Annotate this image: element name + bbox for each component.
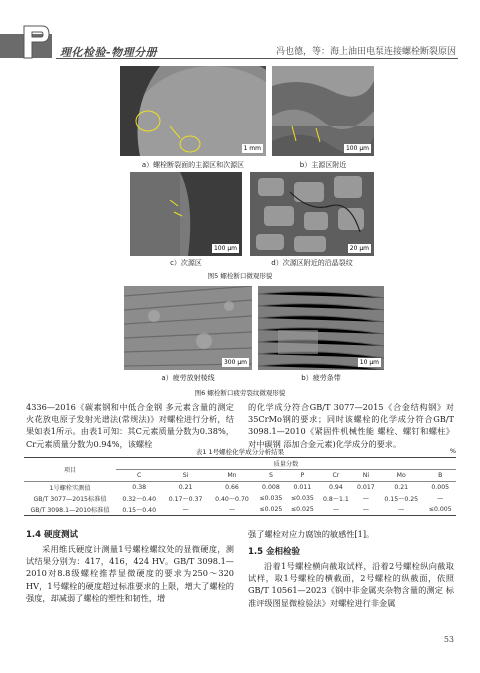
table-cell: ≤0.035 — [290, 495, 314, 502]
table-cell: 0.15～0.25 — [384, 496, 419, 503]
table-cell: — — [437, 495, 444, 502]
page-number: 53 — [443, 635, 454, 644]
table-cell: 0.38 — [132, 484, 147, 491]
table-row-label: GB/T 3098.1—2010标准值 — [24, 504, 116, 516]
left-paragraph-1: 4336—2016《碳素钢和中低合金钢 多元素含量的测定 火花放电原子发射光谱法(常规法)》对螺栓进行分析，结果如表1所示。由表1可知：其C元素质量分数为0.38%，Cr元素质量分数为0.94%，该螺栓 — [26, 402, 234, 449]
right-paragraph-2a: 强了螺栓对应力腐蚀的敏感性[1]。 — [248, 529, 375, 539]
right-paragraph-2b: 沿着1号螺栓横向截取试样，沿着2号螺栓纵向截取试样，取1号螺栓的横截面，2号螺栓的纵截面，依照GB/T 10561—2023《钢中非金属夹杂物含量的测定 标准评级图显微检验法》对螺栓进行非金属 — [248, 561, 454, 608]
table-group-header: 质量分数 — [116, 458, 456, 470]
table-cell: ≤0.025 — [255, 504, 286, 516]
right-paragraph-1: 的化学成分符合GB/T 3077—2015《合金结构钢》对35CrMo钢的要求；同时该螺栓的化学成分符合GB/T 3098.1—2010《紧固件机械性能 螺栓、螺钉和螺柱》对中碳钢 添加合金元素)化学成分的要求。 — [248, 402, 454, 449]
table-cell: 0.8～1.1 — [322, 496, 349, 503]
left-paragraph-2: 采用维氏硬度计测量1号螺栓螺纹处的显微硬度，测试结果分别为：417，416，424 HV。GB/T 3098.1—2010对8.8级螺栓推荐显微硬度的要求为250～320 HV，1号螺栓的硬度超过标准要求的上限，增大了螺栓的强度，却减弱了螺栓的塑性和韧性，增 — [26, 544, 234, 603]
section-1-5-heading: 1.5 金相检验 — [248, 547, 301, 557]
scale-bar-label: 1 mm — [243, 145, 261, 152]
scale-bar-label: 20 μm — [349, 245, 369, 252]
table-cell: ≤0.035 — [259, 495, 283, 502]
journal-logo-icon — [20, 24, 50, 60]
figure5b-caption: b）主源区附近 — [299, 161, 347, 169]
table-cell: — — [362, 495, 369, 502]
table1-caption — [0, 447, 480, 456]
table-cell: 0.011 — [293, 484, 312, 491]
table-row-label: GB/T 3077—2015标准值 — [33, 496, 107, 503]
figure5d-caption: d）次源区附近的沿晶裂纹 — [271, 259, 353, 267]
table-row — [24, 493, 456, 504]
table1-title: 表1 1号螺栓化学成分分析结果 — [195, 448, 285, 456]
figure5a-caption: a）螺栓断裂面的主源区和次源区 — [141, 161, 245, 169]
section-1-4-heading: 1.4 硬度测试 — [26, 530, 79, 540]
table-col-header: Ni — [354, 470, 378, 482]
table-col-header: Mn — [209, 470, 255, 482]
table-cell: 0.40～0.70 — [215, 496, 249, 503]
table-cell: 0.94 — [329, 484, 343, 491]
figure6a-image — [124, 286, 252, 370]
figure5c-caption: c）次源区 — [170, 259, 202, 267]
table-cell: 0.66 — [225, 484, 239, 491]
table-cell: ≤0.025 — [287, 504, 318, 516]
figure5a-image — [120, 66, 266, 156]
figure6b-image — [258, 286, 384, 370]
figure6-caption: 图6 螺栓断口疲劳裂纹微观形貌 — [194, 389, 286, 397]
table-cell: 0.15～0.40 — [116, 504, 162, 516]
table-col-header: C — [116, 470, 162, 482]
table-cell: ≤0.005 — [424, 504, 456, 516]
table-cell: 0.21 — [394, 484, 409, 491]
running-head: 冯也德，等：海上油田电泵连接螺栓断裂原因 — [275, 47, 456, 57]
table-col-header: Cr — [318, 470, 354, 482]
figure5-caption: 图5 螺栓断口微观形貌 — [207, 272, 273, 280]
table-cell: 0.21 — [178, 484, 193, 491]
table-cell: 0.008 — [262, 484, 280, 491]
table-cell: — — [162, 504, 208, 516]
figure6b-caption: b）疲劳条带 — [301, 374, 341, 382]
header-rule — [56, 58, 458, 59]
table-row-label: 1号螺栓实测值 — [49, 485, 91, 492]
journal-title: 理化检验-物理分册 — [60, 46, 158, 59]
figure5b-image — [272, 66, 374, 156]
table-col-header: B — [424, 470, 456, 482]
scale-bar-label: 100 μm — [345, 145, 369, 152]
table-cell: — — [209, 504, 255, 516]
chemical-composition-table — [24, 457, 456, 516]
table-row — [24, 504, 456, 516]
table-project-header: 项目 — [24, 458, 116, 482]
scale-bar-label: 100 μm — [213, 245, 237, 252]
table-col-header: Mo — [378, 470, 424, 482]
table-col-header: Si — [162, 470, 208, 482]
scale-bar-label: 300 μm — [223, 359, 247, 366]
table-cell: — — [354, 504, 378, 516]
table-cell: — — [378, 504, 424, 516]
table-cell: 0.17～0.37 — [168, 496, 203, 503]
table-cell: 0.32～0.40 — [122, 496, 157, 503]
table-cell: — — [318, 504, 354, 516]
figure5d-image — [250, 172, 374, 256]
table-row — [24, 482, 456, 494]
scale-bar-label: 10 μm — [359, 359, 379, 366]
figure5c-image — [130, 172, 242, 256]
table-cell: 0.017 — [357, 484, 375, 491]
table-cell: 0.005 — [431, 484, 450, 491]
table1-unit: % — [449, 447, 456, 455]
table-col-header: S — [255, 470, 286, 482]
figure6a-caption: a）疲劳放射棱线 — [161, 374, 215, 382]
table-col-header: P — [287, 470, 318, 482]
page-header — [0, 0, 480, 62]
